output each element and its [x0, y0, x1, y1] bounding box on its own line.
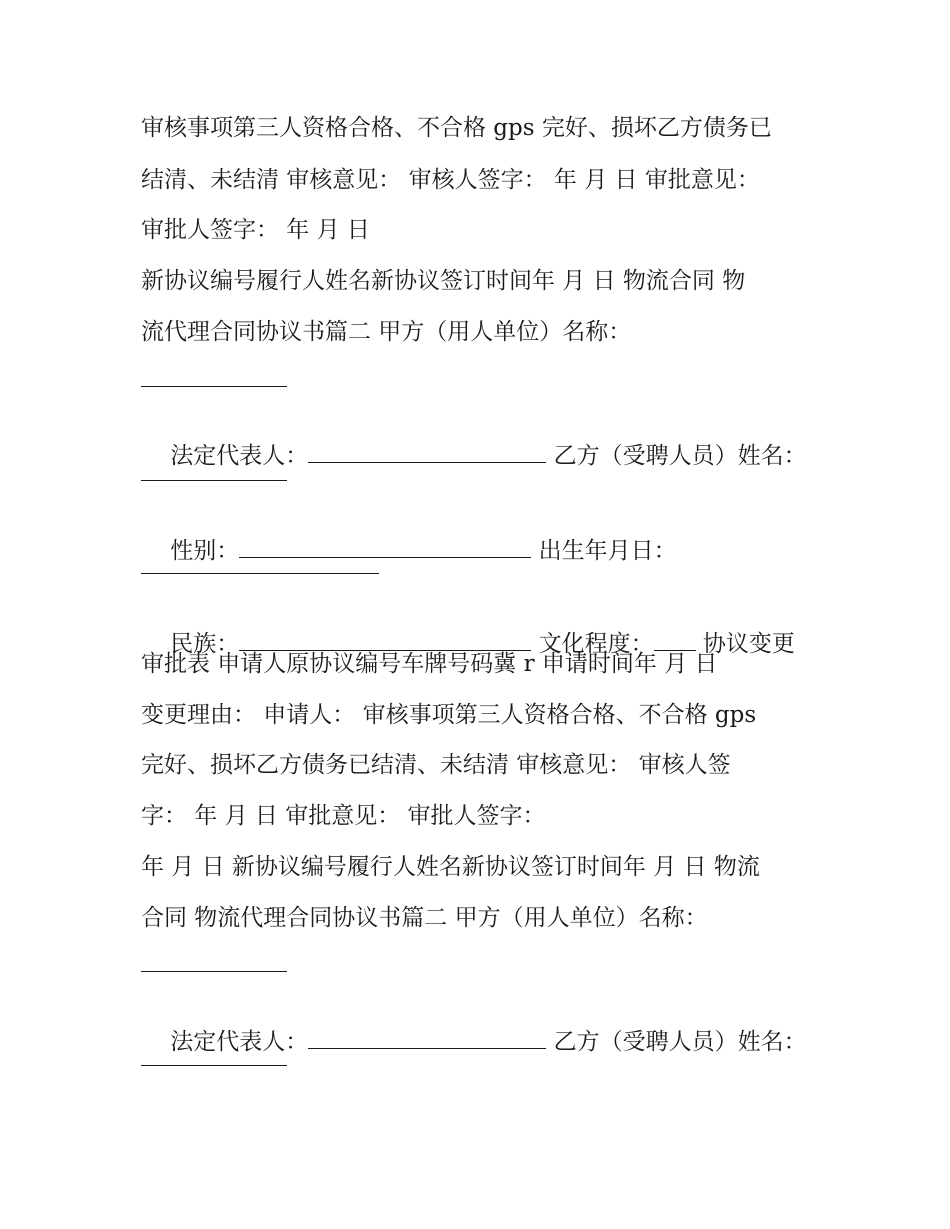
legal-rep-label-2: 法定代表人： [170, 1029, 309, 1055]
text-line-14: 变更理由： 申请人： 审核事项第三人资格合格、不合格 gps [141, 702, 757, 728]
text-line-15: 完好、损坏乙方债务已结清、未结清 审核意见： 审核人签 [141, 752, 731, 778]
legal-rep-blank [308, 440, 546, 463]
blank-line-employee-name [141, 480, 287, 481]
blank-line-employee-name-2 [141, 1065, 287, 1066]
text-line-gender [141, 505, 677, 596]
legal-rep-label: 法定代表人： [170, 443, 309, 469]
text-line-legal-rep-2 [141, 996, 807, 1087]
gender-label: 性别： [170, 538, 240, 564]
education-label: 文化程度： [538, 631, 654, 657]
ethnicity-label: 民族： [170, 631, 240, 657]
text-line-18: 合同 物流代理合同协议书篇二 甲方（用人单位）名称： [141, 905, 708, 931]
ethnicity-blank [239, 628, 531, 651]
text-line-17: 年 月 日 新协议编号履行人姓名新协议签订时间年 月 日 物流 [141, 854, 760, 880]
gender-blank [239, 535, 531, 558]
employee-name-label-2: 乙方（受聘人员）姓名： [553, 1029, 807, 1055]
blank-line-employer-name [141, 386, 287, 387]
agreement-change-text: 协议变更 [702, 631, 795, 657]
text-line-16: 字： 年 月 日 审批意见： 审批人签字： [141, 803, 546, 829]
legal-rep-blank-2 [308, 1026, 546, 1049]
text-line-3: 审批人签字： 年 月 日 [141, 217, 370, 243]
text-line-5: 流代理合同协议书篇二 甲方（用人单位）名称： [141, 319, 632, 345]
text-line-2: 结清、未结清 审核意见： 审核人签字： 年 月 日 审批意见： [141, 167, 760, 193]
text-line-4: 新协议编号履行人姓名新协议签订时间年 月 日 物流合同 物 [141, 268, 746, 294]
text-line-1: 审核事项第三人资格合格、不合格 gps 完好、损坏乙方债务已 [141, 115, 772, 141]
employee-name-label: 乙方（受聘人员）姓名： [553, 443, 807, 469]
blank-line-birthdate [141, 573, 379, 574]
text-line-legal-rep [141, 410, 807, 501]
education-blank [654, 628, 696, 651]
blank-line-employer-name-2 [141, 971, 287, 972]
birthdate-label: 出生年月日： [538, 538, 677, 564]
text-line-13: 审批表 申请人原协议编号车牌号码冀 r 申请时间年 月 日 [141, 651, 718, 677]
